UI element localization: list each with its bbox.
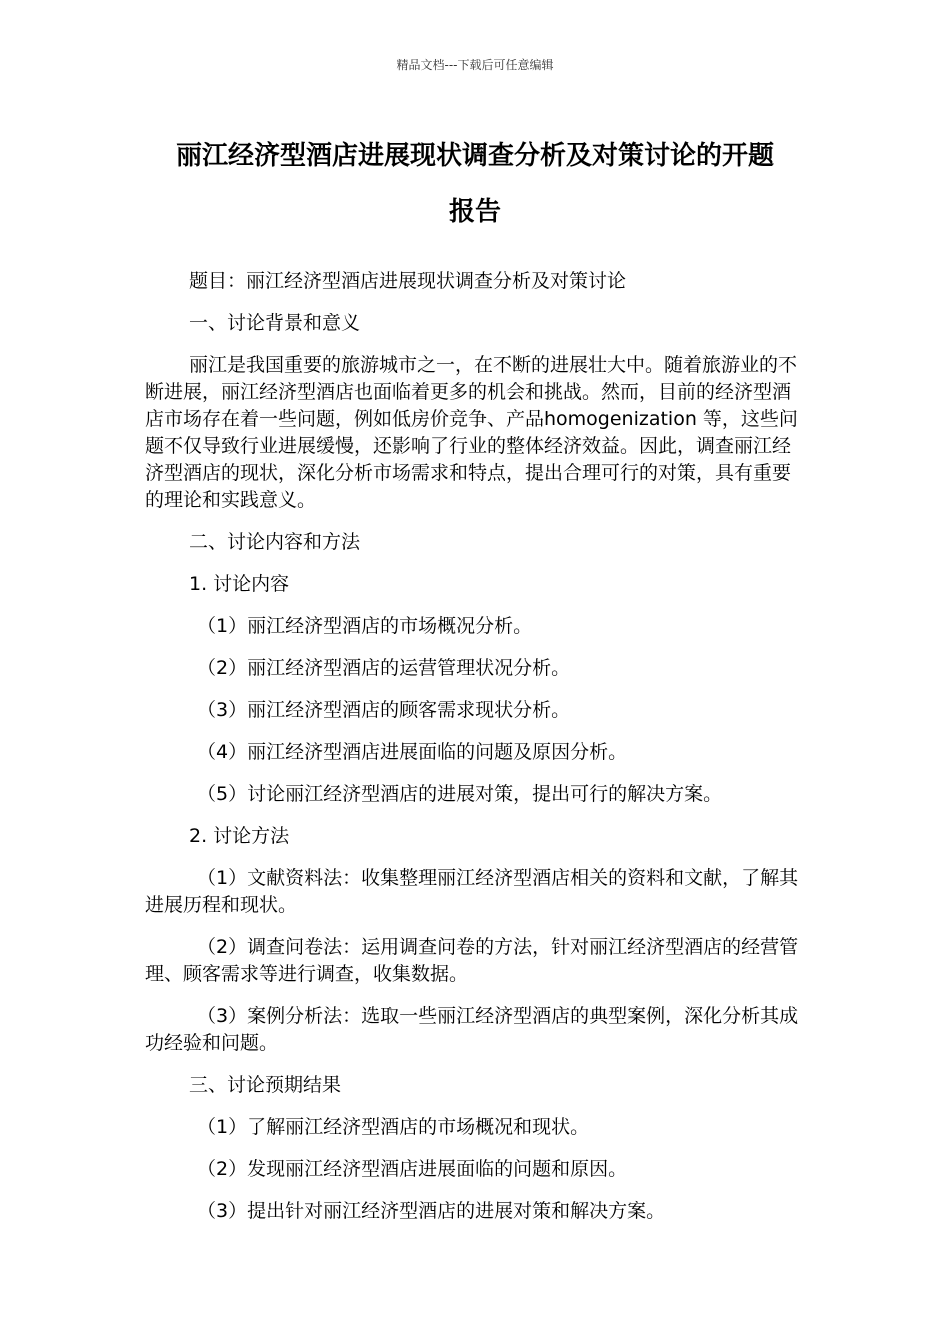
background-paragraph: 丽江是我国重要的旅游城市之一，在不断的进展壮大中。随着旅游业的不断进展，丽江经济型酒店也面临着更多的机会和挑战。然而，目前的经济型酒店市场存在着一些问题，例如低房价竞争、产品homogenization 等，这些问题不仅导致行业进展缓慢，还影响了行业的整体经济效益。因此，调查丽江经济型酒店的现状，深化分析市场需求和特点，提出合理可行的对策，具有重要的理论和实践意义。 xyxy=(145,354,798,511)
content-item: （3）丽江经济型酒店的顾客需求现状分析。 xyxy=(197,699,571,721)
document-title-line-1: 丽江经济型酒店进展现状调查分析及对策讨论的开题 xyxy=(175,141,774,171)
document-body xyxy=(145,268,807,1240)
content-item: （4）丽江经济型酒店进展面临的问题及原因分析。 xyxy=(197,741,628,763)
subheading-content: 1. 讨论内容 xyxy=(189,573,290,595)
section-heading-content-methods: 二、讨论内容和方法 xyxy=(189,531,361,553)
document-title-line-2: 报告 xyxy=(448,197,501,227)
section-heading-expected-results: 三、讨论预期结果 xyxy=(189,1074,342,1096)
subheading-methods: 2. 讨论方法 xyxy=(189,825,290,847)
page-header: 精品文档---下载后可任意编辑 xyxy=(396,58,554,72)
method-item: （1）文献资料法：收集整理丽江经济型酒店相关的资料和文献，了解其进展历程和现状。 xyxy=(145,867,799,916)
result-item: （1）了解丽江经济型酒店的市场概况和现状。 xyxy=(197,1116,590,1138)
content-item: （2）丽江经济型酒店的运营管理状况分析。 xyxy=(197,657,571,679)
document-title xyxy=(130,128,820,240)
result-item: （3）提出针对丽江经济型酒店的进展对策和解决方案。 xyxy=(197,1200,666,1222)
topic-line: 题目：丽江经济型酒店进展现状调查分析及对策讨论 xyxy=(189,270,627,292)
method-item: （3）案例分析法：选取一些丽江经济型酒店的典型案例，深化分析其成功经验和问题。 xyxy=(145,1005,799,1054)
result-item: （2）发现丽江经济型酒店进展面临的问题和原因。 xyxy=(197,1158,628,1180)
content-item: （1）丽江经济型酒店的市场概况分析。 xyxy=(197,615,533,637)
content-item: （5）讨论丽江经济型酒店的进展对策，提出可行的解决方案。 xyxy=(197,783,723,805)
section-heading-background: 一、讨论背景和意义 xyxy=(189,312,361,334)
method-item: （2）调查问卷法：运用调查问卷的方法，针对丽江经济型酒店的经营管理、顾客需求等进行调查，收集数据。 xyxy=(145,936,799,985)
